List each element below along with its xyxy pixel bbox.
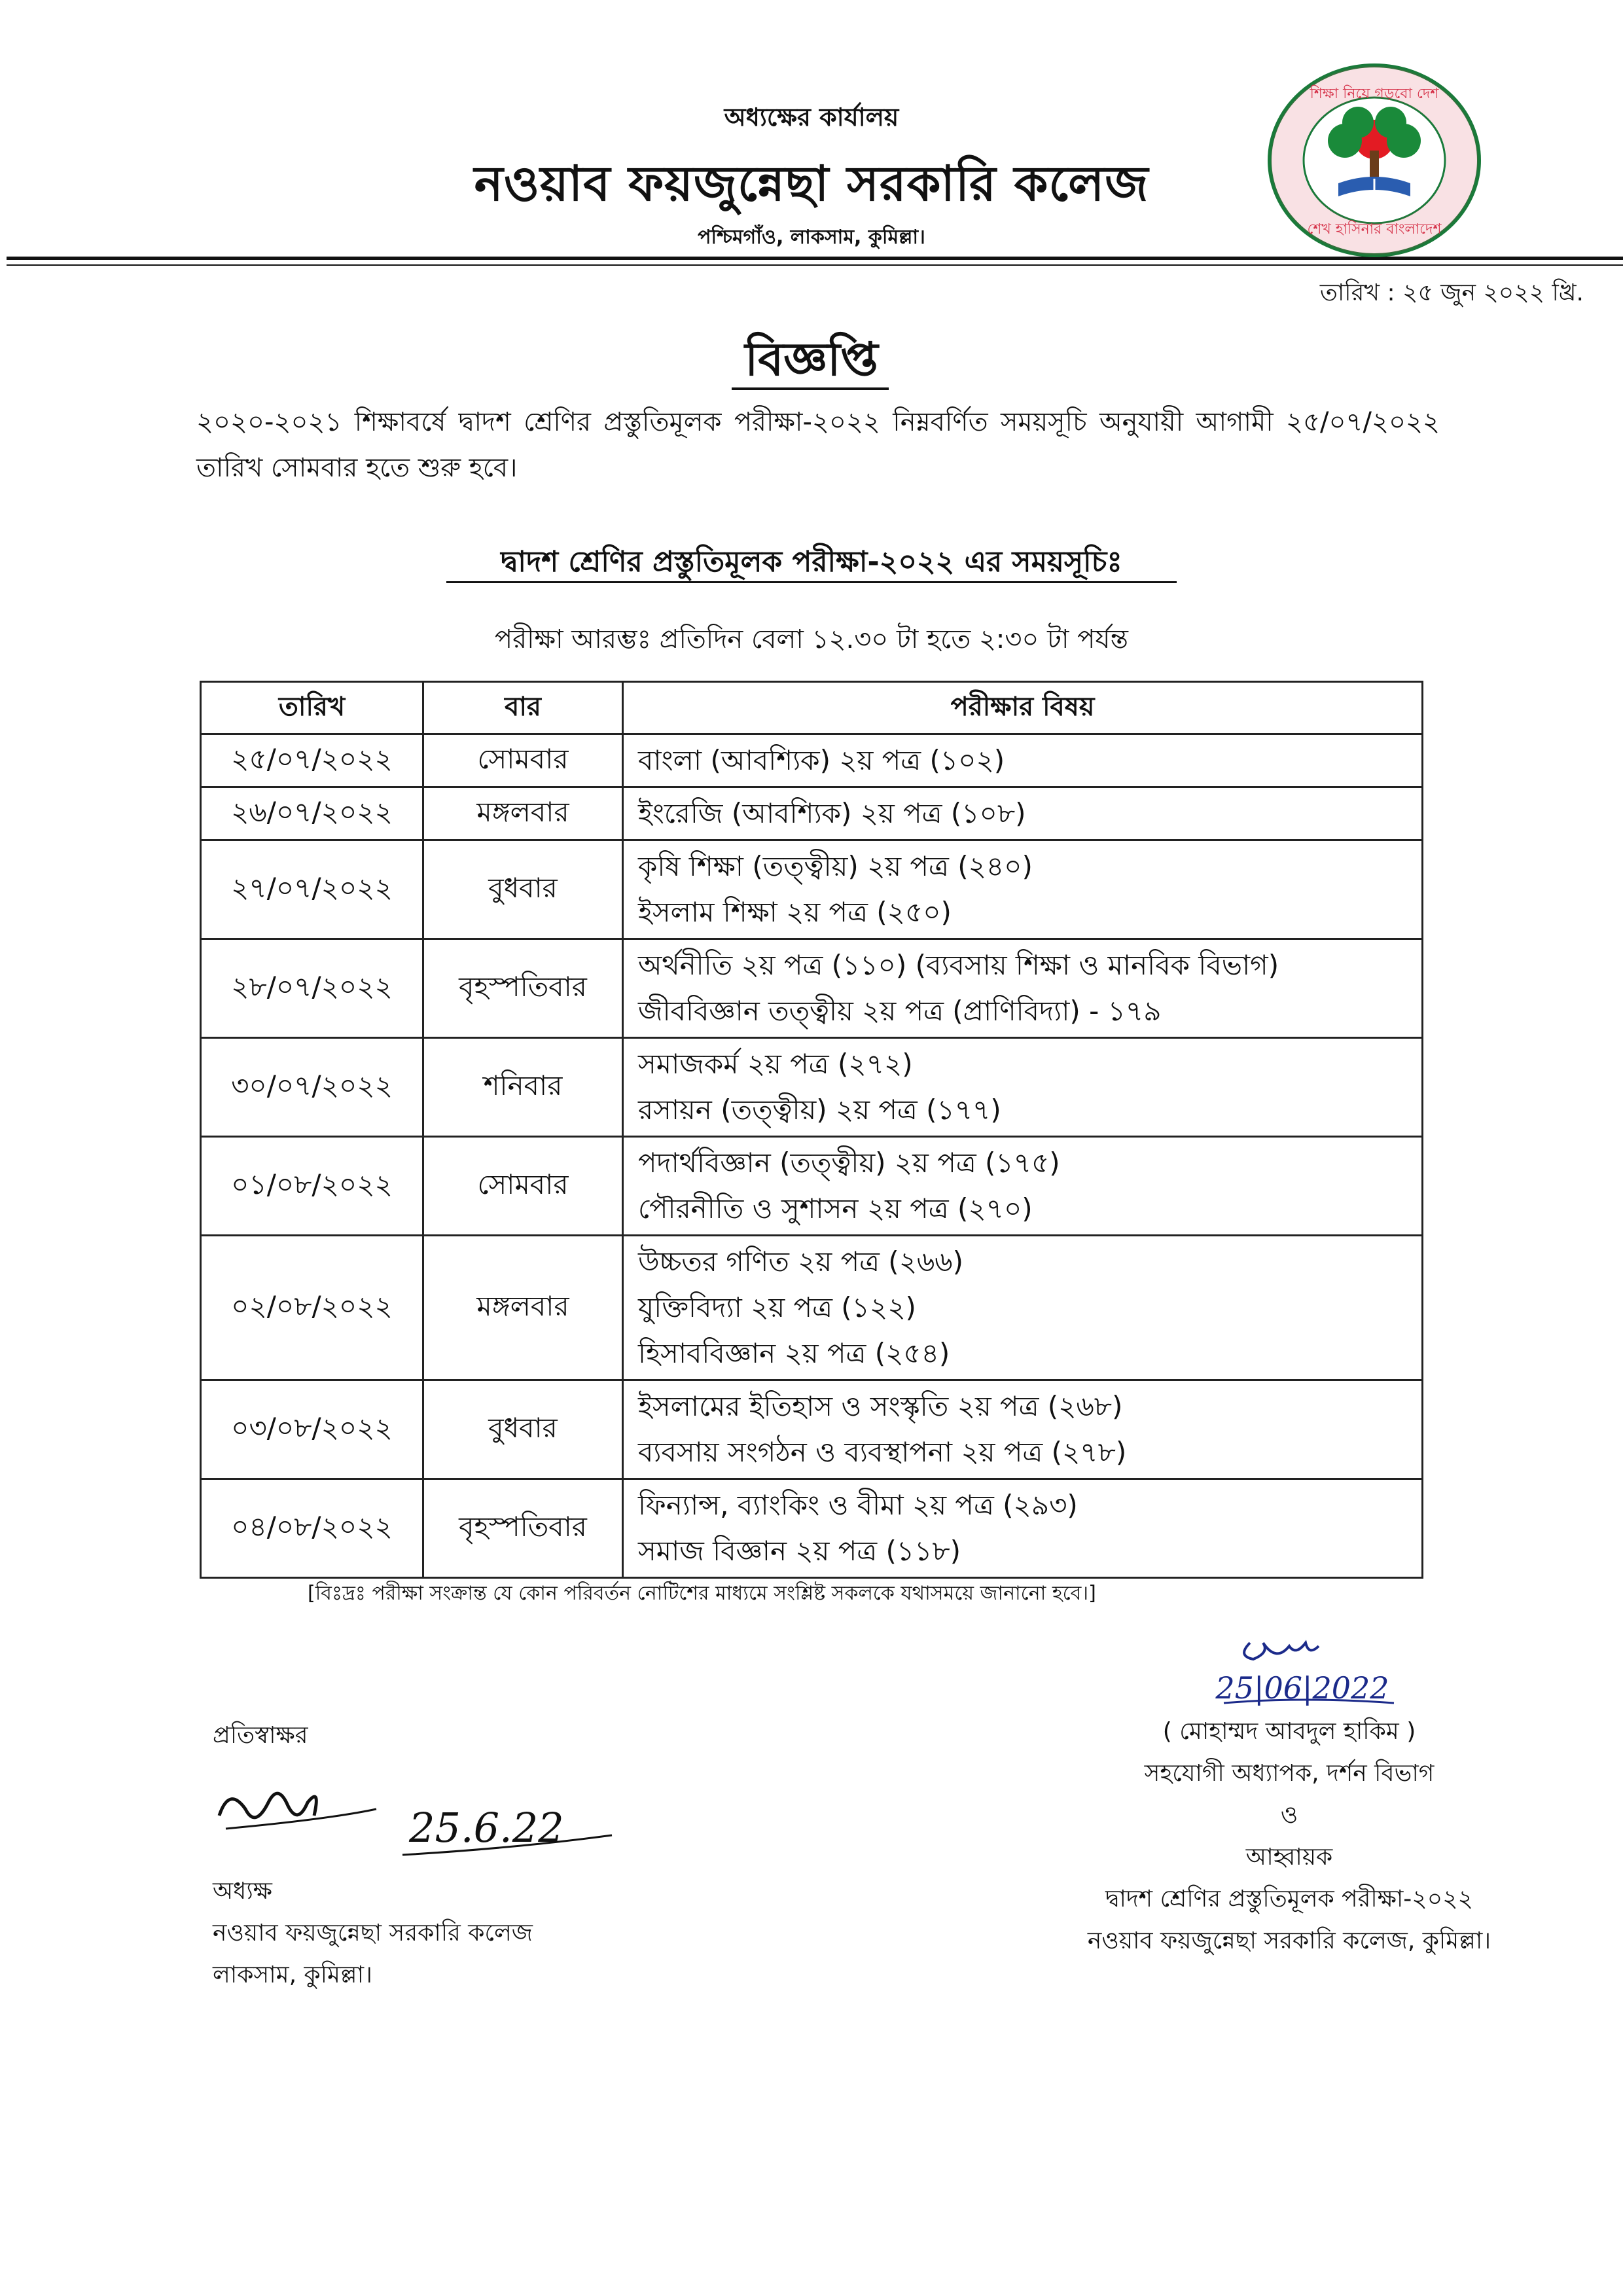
- convener-role: আহ্বায়ক: [1245, 1844, 1333, 1871]
- row-subjects: [623, 840, 1423, 939]
- subject-line: ইসলাম শিক্ষা ২য় পত্র (২৫০): [638, 896, 952, 928]
- table-row: [201, 787, 1423, 840]
- row-subjects: [623, 1236, 1423, 1380]
- row-date: ০১/০৮/২০২২: [201, 1137, 423, 1236]
- notice-title: বিজ্ঞপ্তি: [745, 332, 878, 386]
- subject-line: রসায়ন (তত্ত্বীয়) ২য় পত্র (১৭৭): [638, 1094, 1001, 1126]
- subject-line: বাংলা (আবশ্যিক) ২য় পত্র (১০২): [638, 744, 1005, 776]
- subject-line: যুক্তিবিদ্যা ২য় পত্র (১২২): [638, 1291, 916, 1323]
- table-header-row: [201, 682, 1423, 734]
- convener-signature-block: [1021, 1617, 1558, 1962]
- row-date: ২৮/০৭/২০২২: [201, 939, 423, 1038]
- row-day: বুধবার: [423, 1380, 623, 1479]
- subject-line: জীববিজ্ঞান তত্ত্বীয় ২য় পত্র (প্রাণিবিদ্যা) - ১৭৯: [638, 995, 1162, 1027]
- row-date: ০৩/০৮/২০২২: [201, 1380, 423, 1479]
- subject-line: কৃষি শিক্ষা (তত্ত্বীয়) ২য় পত্র (২৪০): [638, 850, 1033, 882]
- table-row: [201, 1038, 1423, 1137]
- header-subject: পরীক্ষার বিষয়: [623, 682, 1423, 734]
- convener-college: নওয়াব ফয়জুন্নেছা সরকারি কলেজ, কুমিল্লা।: [1087, 1928, 1491, 1954]
- seal-text-top: শিক্ষা নিয়ে গড়বো দেশ: [1310, 86, 1439, 102]
- table-row: [201, 1236, 1423, 1380]
- schedule-title-underline: [446, 581, 1177, 583]
- row-date: ২৭/০৭/২০২২: [201, 840, 423, 939]
- principal-signature-block: [213, 1715, 736, 1996]
- table-row: [201, 939, 1423, 1038]
- convener-signature-image: [1152, 1617, 1427, 1708]
- table-row: [201, 1380, 1423, 1479]
- table-body: [201, 734, 1423, 1578]
- notice-paragraph: ২০২০-২০২১ শিক্ষাবর্ষে দ্বাদশ শ্রেণির প্রস্তুতিমূলক পরীক্ষা-২০২২ নিম্নবর্ণিত সময়সূচি অনুযায়ী আগামী ২৫/০৭/২০২২ তারিখ সোমবার হতে শুরু হবে।: [196, 407, 1440, 483]
- principal-location: লাকসাম, কুমিল্লা।: [213, 1962, 372, 1988]
- row-day: মঙ্গলবার: [423, 787, 623, 840]
- exam-schedule-table: [200, 681, 1423, 1579]
- row-subjects: [623, 787, 1423, 840]
- office-heading: অধ্যক্ষের কার্যালয়: [724, 103, 899, 132]
- row-subjects: [623, 734, 1423, 787]
- convener-and: ও: [1280, 1802, 1298, 1829]
- college-name: নওয়াব ফয়জুন্নেছা সরকারি কলেজ: [474, 156, 1149, 212]
- schedule-title: দ্বাদশ শ্রেণির প্রস্তুতিমূলক পরীক্ষা-২০২২ এর সময়সূচিঃ: [501, 545, 1122, 579]
- notice-footnote: [বিঃদ্রঃ পরীক্ষা সংক্রান্ত যে কোন পরিবর্তন নোটিশের মাধ্যমে সংশ্লিষ্ট সকলকে যথাসময়ে জানানো হবে।]: [308, 1582, 1096, 1605]
- row-day: বৃহস্পতিবার: [423, 1479, 623, 1578]
- row-date: ০২/০৮/২০২২: [201, 1236, 423, 1380]
- row-date: ০৪/০৮/২০২২: [201, 1479, 423, 1578]
- row-day: মঙ্গলবার: [423, 1236, 623, 1380]
- seal-text-bottom: শেখ হাসিনার বাংলাদেশ: [1307, 221, 1442, 238]
- table-row: [201, 840, 1423, 939]
- college-seal-logo: [1266, 62, 1482, 259]
- convener-designation: সহযোগী অধ্যাপক, দর্শন বিভাগ: [1144, 1760, 1435, 1787]
- subject-line: হিসাববিজ্ঞান ২য় পত্র (২৫৪): [638, 1337, 950, 1369]
- convener-handwritten-date: 25|06|2022: [1215, 1670, 1389, 1706]
- row-date: ৩০/০৭/২০২২: [201, 1038, 423, 1137]
- subject-line: অর্থনীতি ২য় পত্র (১১০) (ব্যবসায় শিক্ষা ও মানবিক বিভাগ): [638, 949, 1279, 981]
- subject-line: পৌরনীতি ও সুশাসন ২য় পত্র (২৭০): [638, 1193, 1033, 1225]
- table-row: [201, 734, 1423, 787]
- row-day: সোমবার: [423, 734, 623, 787]
- subject-line: ইংরেজি (আবশ্যিক) ২য় পত্র (১০৮): [638, 797, 1026, 829]
- principal-college: নওয়াব ফয়জুন্নেছা সরকারি কলেজ: [213, 1920, 533, 1946]
- row-date: ২৬/০৭/২০২২: [201, 787, 423, 840]
- row-subjects: [623, 1479, 1423, 1578]
- college-address: পশ্চিমগাঁও, লাকসাম, কুমিল্লা।: [698, 226, 925, 249]
- subject-line: পদার্থবিজ্ঞান (তত্ত্বীয়) ২য় পত্র (১৭৫): [638, 1147, 1060, 1179]
- principal-title: অধ্যক্ষ: [213, 1878, 272, 1905]
- subject-line: ফিন্যান্স, ব্যাংকিং ও বীমা ২য় পত্র (২৯৩): [638, 1489, 1078, 1521]
- row-day: বুধবার: [423, 840, 623, 939]
- table-row: [201, 1479, 1423, 1578]
- convener-name: ( মোহাম্মদ আবদুল হাকিম ): [1162, 1718, 1416, 1745]
- notice-date: তারিখ : ২৫ জুন ২০২২ খ্রি.: [1319, 279, 1584, 306]
- header-rule-thin: [7, 264, 1623, 266]
- principal-handwritten-date: 25.6.22: [409, 1804, 564, 1852]
- exam-time: পরীক্ষা আরম্ভঃ প্রতিদিন বেলা ১২.৩০ টা হতে ২:৩০ টা পর্যন্ত: [494, 624, 1129, 655]
- principal-signature-image: [213, 1757, 671, 1868]
- header-day: বার: [423, 682, 623, 734]
- row-subjects: [623, 939, 1423, 1038]
- notice-title-underline: [732, 387, 889, 390]
- row-day: সোমবার: [423, 1137, 623, 1236]
- subject-line: সমাজকর্ম ২য় পত্র (২৭২): [638, 1048, 913, 1080]
- subject-line: ইসলামের ইতিহাস ও সংস্কৃতি ২য় পত্র (২৬৮): [638, 1390, 1123, 1422]
- row-subjects: [623, 1380, 1423, 1479]
- subject-line: ব্যবসায় সংগঠন ও ব্যবস্থাপনা ২য় পত্র (২৭৮): [638, 1436, 1127, 1468]
- header-date: তারিখ: [201, 682, 423, 734]
- convener-committee: দ্বাদশ শ্রেণির প্রস্তুতিমূলক পরীক্ষা-২০২২: [1105, 1886, 1473, 1912]
- row-day: শনিবার: [423, 1038, 623, 1137]
- subject-line: উচ্চতর গণিত ২য় পত্র (২৬৬): [638, 1246, 963, 1278]
- row-date: ২৫/০৭/২০২২: [201, 734, 423, 787]
- subject-line: সমাজ বিজ্ঞান ২য় পত্র (১১৮): [638, 1535, 961, 1567]
- countersign-label: প্রতিস্বাক্ষর: [213, 1722, 308, 1749]
- row-subjects: [623, 1137, 1423, 1236]
- row-day: বৃহস্পতিবার: [423, 939, 623, 1038]
- table-row: [201, 1137, 1423, 1236]
- row-subjects: [623, 1038, 1423, 1137]
